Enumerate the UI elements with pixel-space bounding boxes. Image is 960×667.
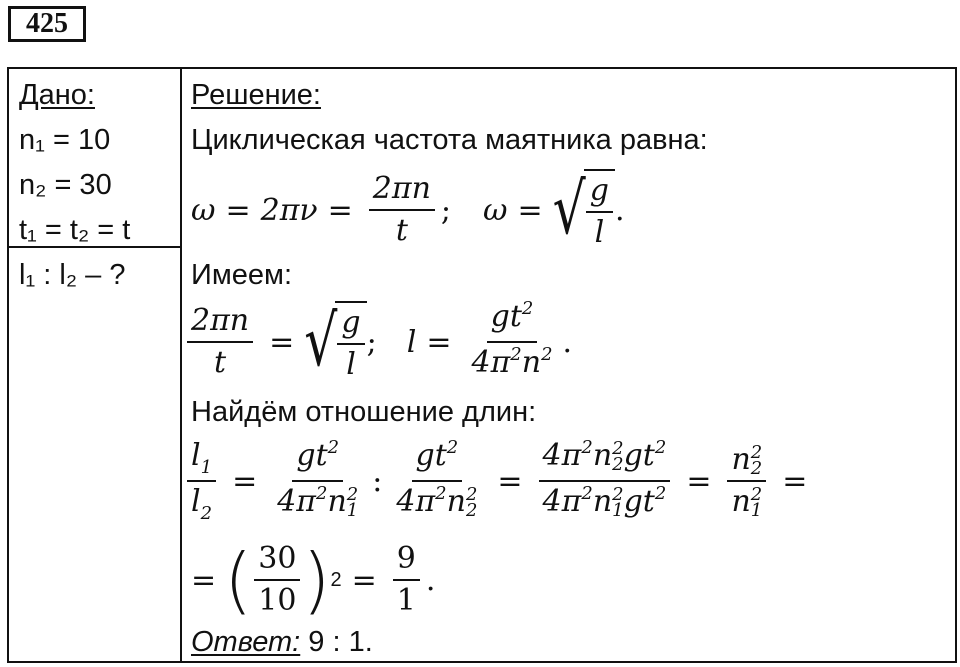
- formula-omega: ω = 2πν = $\frac{2\pi n}{t}$ ; ω = √ $\frac{g}{l}$ .: [191, 169, 625, 251]
- answer-line: [191, 626, 373, 658]
- omega-symbol: ω: [191, 192, 216, 228]
- solution-header: Решение:: [191, 79, 321, 111]
- intro-text: Циклическая частота маятника равна:: [191, 124, 708, 156]
- one: 1: [396, 583, 416, 618]
- nine: 9: [393, 541, 420, 581]
- formula-ratio: $\frac{l_1}{l_2}$ = $gt^2$ $4\pi^2n$ 2 1 : $gt^2$ $4\pi^2n$ 2 2 = $4\pi^2n$ 2 2 $gt^2$ $4\pi^2n$ 2 1 $gt^2$ = n 2 2 n 2 1 =: [187, 433, 817, 529]
- sqrt-numerator-g: g: [586, 173, 613, 213]
- problem-number: 425: [8, 6, 86, 42]
- denominator-t: t: [395, 213, 408, 248]
- gt-text: gt: [490, 299, 522, 334]
- find-line: l₁ : l₂ – ?: [19, 259, 126, 291]
- solution-table: [7, 67, 957, 663]
- l1-symbol: l: [191, 438, 201, 473]
- sqrt2-denominator: l: [346, 347, 356, 382]
- lhs-numerator: 2πn: [187, 303, 253, 343]
- given-line-1: n₁ = 10: [19, 124, 111, 156]
- formula-result: = ( $\frac{30}{10}$ ) 2 = $\frac{9}{1}$ .: [191, 538, 436, 622]
- answer-label: Ответ:: [191, 626, 301, 658]
- four-pi: 4π: [471, 345, 511, 380]
- thirty: 30: [254, 541, 300, 581]
- given-line-3: t₁ = t₂ = t: [19, 214, 131, 246]
- have-text: Имеем:: [191, 259, 293, 291]
- formula-length: $\frac{2\pi n}{t}$ = √ $\frac{g}{l}$ ; l = $\frac{gt^2}{4\pi^2n^2}$ .: [187, 299, 572, 385]
- length-symbol: l: [406, 324, 417, 360]
- find-ratio-text: Найдём отношение длин:: [191, 396, 537, 428]
- sqrt2-numerator: g: [337, 305, 364, 345]
- answer-value: 9 : 1.: [300, 626, 373, 658]
- given-divider: [9, 246, 180, 248]
- sqrt-denominator-l: l: [594, 215, 605, 250]
- omega-symbol-2: ω: [483, 192, 508, 228]
- numerator-2pin: 2πn: [369, 171, 435, 211]
- column-divider: [180, 69, 182, 661]
- two-pi-nu: 2πν: [260, 192, 318, 228]
- given-header: Дано:: [19, 79, 95, 111]
- l2-symbol: l: [191, 484, 201, 519]
- ten: 10: [258, 583, 297, 618]
- n-symbol: n: [521, 345, 542, 380]
- lhs-denominator: t: [214, 345, 227, 380]
- given-line-2: n₂ = 30: [19, 169, 112, 201]
